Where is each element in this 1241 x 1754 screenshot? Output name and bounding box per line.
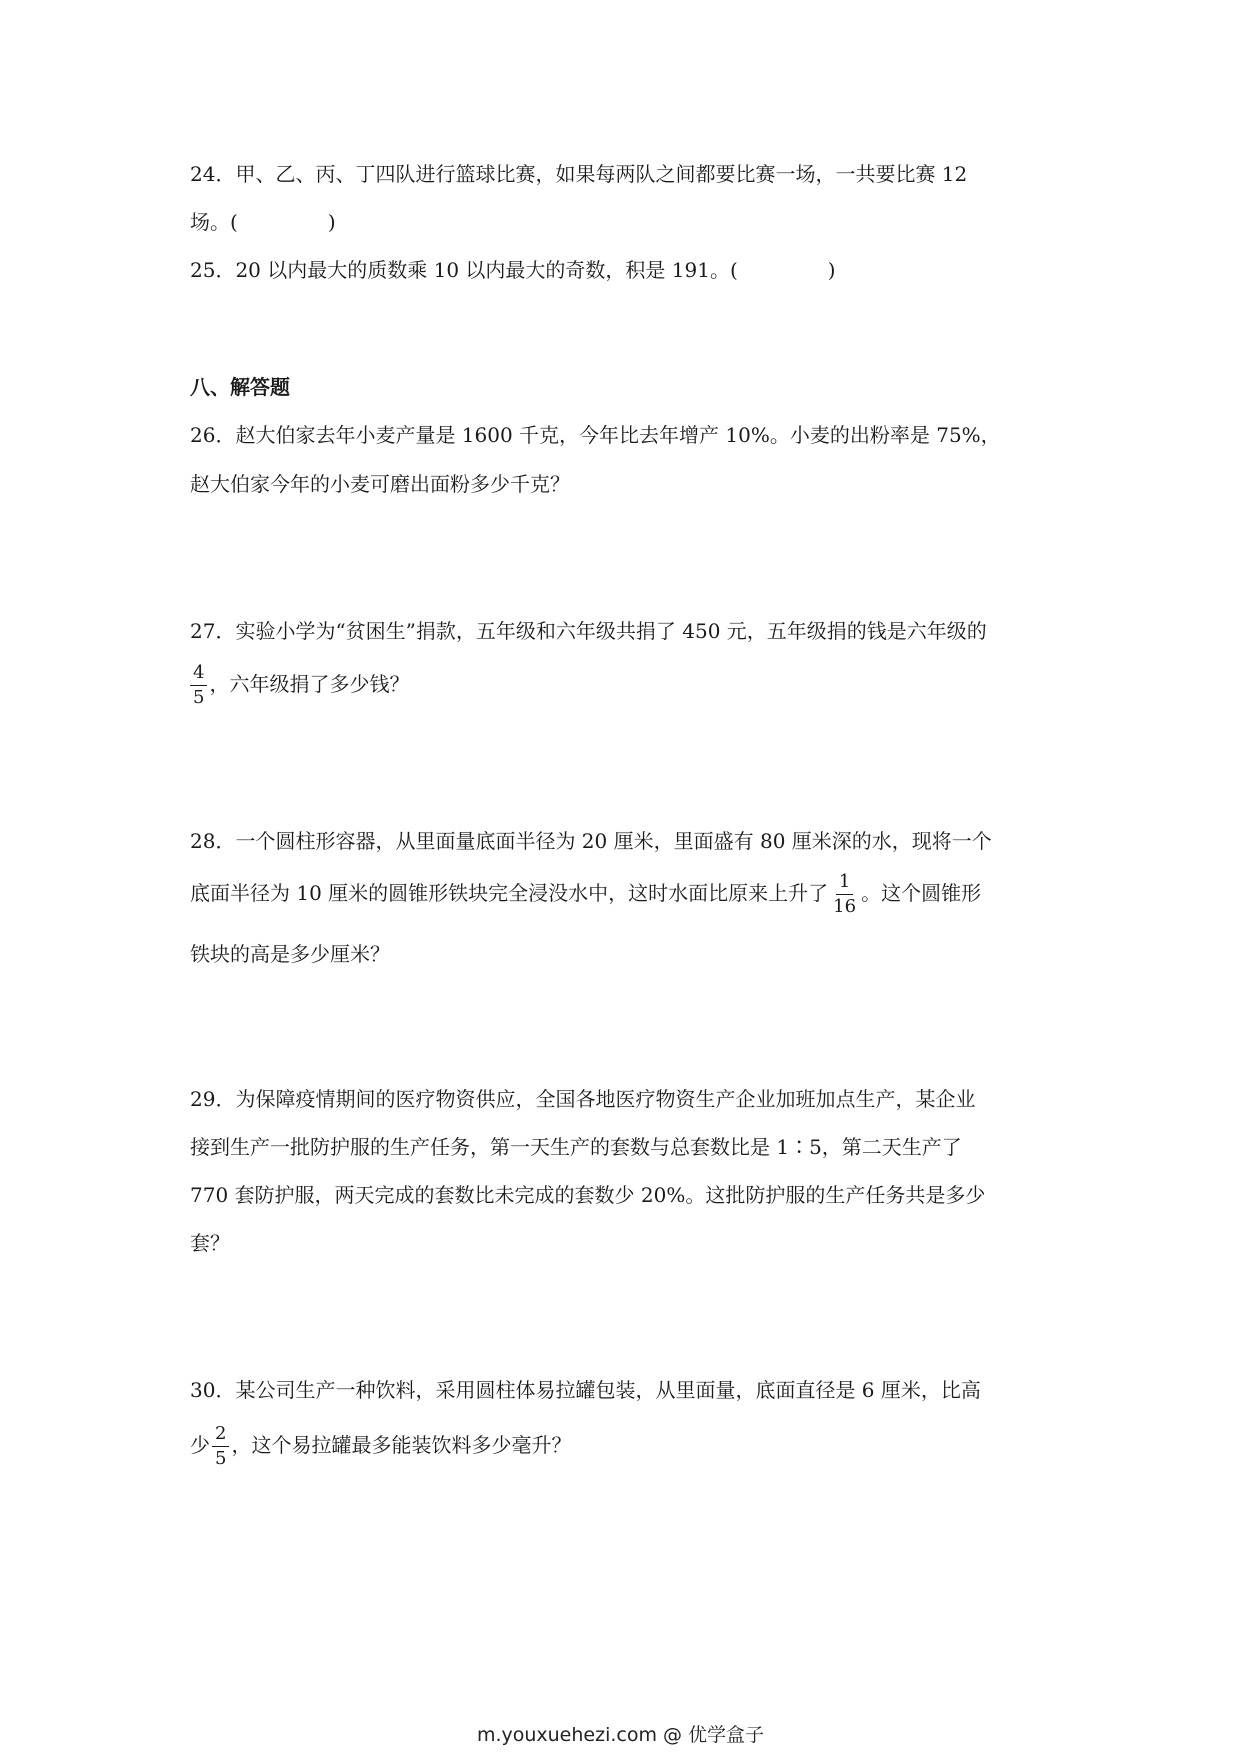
question-27-line-2-text: ，六年级捐了多少钱？ [209, 672, 410, 696]
question-26-line-1: 26．赵大伯家去年小麦产量是 1600 千克，今年比去年增产 10%。小麦的出粉率是 75%， [190, 423, 1001, 447]
question-28-line-2-before: 底面半径为 10 厘米的圆锥形铁块完全浸没水中，这时水面比原来上升了 [190, 881, 829, 905]
question-29-line-2: 接到生产一批防护服的生产任务，第一天生产的套数与总套数比是 1∶5，第二天生产了 [190, 1135, 962, 1159]
question-29-line-1: 29．为保障疫情期间的医疗物资供应，全国各地医疗物资生产企业加班加点生产，某企业 [190, 1087, 976, 1111]
question-24-line-1: 24．甲、乙、丙、丁四队进行篮球比赛，如果每两队之间都要比赛一场，一共要比赛 12 [190, 162, 968, 186]
question-28-line-2 [190, 872, 981, 917]
question-24-paren-close: ) [327, 210, 336, 234]
question-25-text: 25．20 以内最大的质数乘 10 以内最大的奇数，积是 191。( [190, 258, 738, 282]
fraction-numerator: 1 [836, 872, 853, 895]
fraction-4-5 [190, 663, 207, 708]
question-25-paren-close: ) [827, 258, 836, 282]
fraction-numerator: 2 [212, 1424, 229, 1447]
question-28-line-1: 28．一个圆柱形容器，从里面量底面半径为 20 厘米，里面盛有 80 厘米深的水，现将一个 [190, 829, 992, 853]
question-29-line-3: 770 套防护服，两天完成的套数比未完成的套数少 20%。这批防护服的生产任务共是多少 [190, 1183, 986, 1207]
question-25 [190, 256, 836, 284]
question-30-line-1: 30．某公司生产一种饮料，采用圆柱体易拉罐包装，从里面量，底面直径是 6 厘米，比高 [190, 1378, 981, 1402]
section-heading: 八、解答题 [190, 375, 290, 399]
fraction-denominator: 16 [833, 896, 857, 917]
fraction-denominator: 5 [193, 687, 205, 708]
question-28-line-2-after: 。这个圆锥形 [861, 881, 982, 905]
question-30-line-2-before: 少 [190, 1433, 210, 1457]
question-28-line-3: 铁块的高是多少厘米？ [190, 942, 390, 966]
question-27-line-2 [188, 663, 409, 708]
fraction-2-5 [212, 1424, 229, 1469]
question-29-line-4: 套？ [190, 1231, 230, 1255]
fraction-denominator: 5 [215, 1448, 227, 1469]
fraction-1-16 [830, 872, 859, 917]
footer-watermark: m.youxuehezi.com @ 优学盒子 [476, 1724, 765, 1746]
question-26-line-2: 赵大伯家今年的小麦可磨出面粉多少千克？ [190, 472, 570, 496]
question-27-line-1: 27．实验小学为“贫困生”捐款，五年级和六年级共捐了 450 元，五年级捐的钱是六年级的 [190, 619, 987, 643]
question-24-line-2 [190, 208, 336, 236]
question-30-line-2 [190, 1424, 571, 1469]
question-24-line-2-text: 场。( [190, 210, 238, 234]
question-30-line-2-after: ，这个易拉罐最多能装饮料多少毫升？ [231, 1433, 572, 1457]
fraction-numerator: 4 [190, 663, 207, 686]
